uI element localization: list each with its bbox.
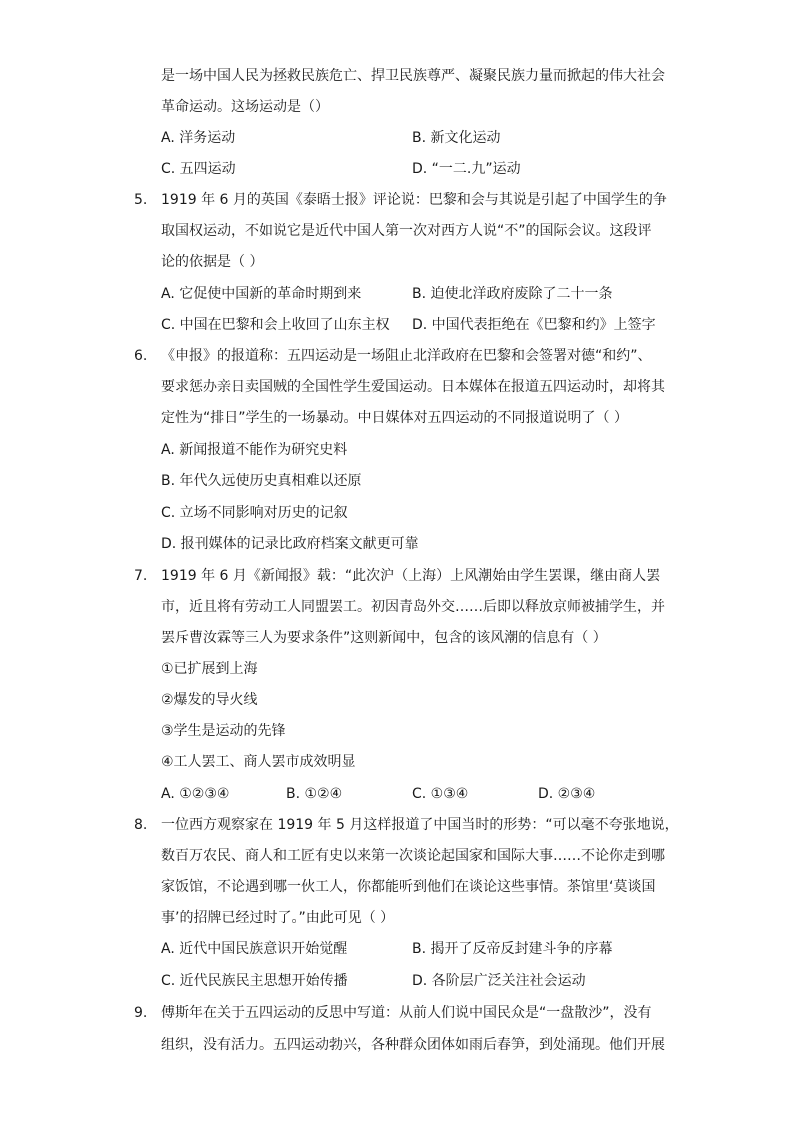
question-text-line: 1919 年 6 月的英国《泰晤士报》评论说：巴黎和会与其说是引起了中国学生的争	[161, 192, 667, 208]
question-text-line: 罢斥曹汝霖等三人为要求条件”这则新闻中，包含的该风潮的信息有（ ）	[161, 630, 607, 646]
question-number: 7.	[134, 568, 148, 584]
option-b: B. ①②④	[286, 786, 343, 802]
option-b: B. 揭开了反帝反封建斗争的序幕	[412, 941, 613, 957]
option-d: D. “一二.九”运动	[412, 161, 521, 177]
question-text-line: 1919 年 6 月《新闻报》载：“此次沪（上海）上风潮始由学生罢课，继由商人罢	[161, 568, 661, 584]
option-b: B. 年代久远使历史真相难以还原	[161, 473, 362, 489]
question-number: 9.	[134, 1005, 148, 1021]
option-a: A. 它促使中国新的革命时期到来	[161, 286, 362, 302]
question-text-line: 定性为“排日”学生的一场暴动。中日媒体对五四运动的不同报道说明了（ ）	[161, 410, 628, 426]
statement-item: ③学生是运动的先锋	[161, 723, 286, 739]
question-number: 6.	[134, 348, 148, 364]
question-text-line: 要求惩办亲日卖国贼的全国性学生爱国运动。日本媒体在报道五四运动时，却将其	[161, 379, 665, 395]
question-text-line: 取国权运动，不如说它是近代中国人第一次对西方人说“不”的国际会议。这段评	[161, 223, 652, 239]
question-text-line: 数百万农民、商人和工匠有史以来第一次谈论起国家和国际大事……不论你走到哪	[161, 848, 665, 864]
option-c: C. 五四运动	[161, 161, 236, 177]
question-text-line: 市，近且将有劳动工人同盟罢工。初因青岛外交……后即以释放京师被捕学生，并	[161, 599, 665, 615]
option-d: D. 各阶层广泛关注社会运动	[412, 973, 586, 989]
question-text-line: 一位西方观察家在 1919 年 5 月这样报道了中国当时的形势：“可以毫不夸张地说，	[161, 817, 679, 833]
question-text-line: 组织，没有活力。五四运动勃兴，各种群众团体如雨后春笋，到处涌现。他们开展	[161, 1037, 665, 1053]
question-number: 8.	[134, 817, 148, 833]
question-text-line: 论的依据是（ ）	[161, 254, 264, 270]
statement-item: ④工人罢工、商人罢市成效明显	[161, 754, 356, 770]
question-text-line: 是一场中国人民为拯救民族危亡、捍卫民族尊严、凝聚民族力量而掀起的伟大社会	[161, 68, 665, 84]
option-d: D. 中国代表拒绝在《巴黎和约》上签字	[412, 317, 656, 333]
option-c: C. 立场不同影响对历史的记叙	[161, 505, 348, 521]
option-a: A. 新闻报道不能作为研究史料	[161, 442, 348, 458]
option-c: C. ①③④	[412, 786, 469, 802]
option-d: D. ②③④	[538, 786, 596, 802]
option-d: D. 报刊媒体的记录比政府档案文献更可靠	[161, 536, 419, 552]
option-b: B. 迫使北洋政府废除了二十一条	[412, 286, 613, 302]
statement-item: ①已扩展到上海	[161, 661, 258, 677]
option-c: C. 近代民族民主思想开始传播	[161, 973, 348, 989]
question-text-line: 《申报》的报道称：五四运动是一场阻止北洋政府在巴黎和会签署对德“和约”、	[161, 348, 652, 364]
statement-item: ②爆发的导火线	[161, 692, 258, 708]
option-b: B. 新文化运动	[412, 130, 501, 146]
option-a: A. 近代中国民族意识开始觉醒	[161, 941, 348, 957]
question-text-line: 事’的招牌已经过时了。”由此可见（ ）	[161, 910, 395, 926]
question-text-line: 家饭馆，不论遇到哪一伙工人，你都能听到他们在谈论这些事情。茶馆里‘莫谈国	[161, 879, 656, 895]
option-c: C. 中国在巴黎和会上收回了山东主权	[161, 317, 390, 333]
option-a: A. ①②③④	[161, 786, 230, 802]
question-number: 5.	[134, 192, 148, 208]
question-text-line: 傅斯年在关于五四运动的反思中写道：从前人们说中国民众是“一盘散沙”，没有	[161, 1005, 652, 1021]
option-a: A. 洋务运动	[161, 130, 236, 146]
question-text-line: 革命运动。这场运动是（）	[161, 99, 329, 115]
